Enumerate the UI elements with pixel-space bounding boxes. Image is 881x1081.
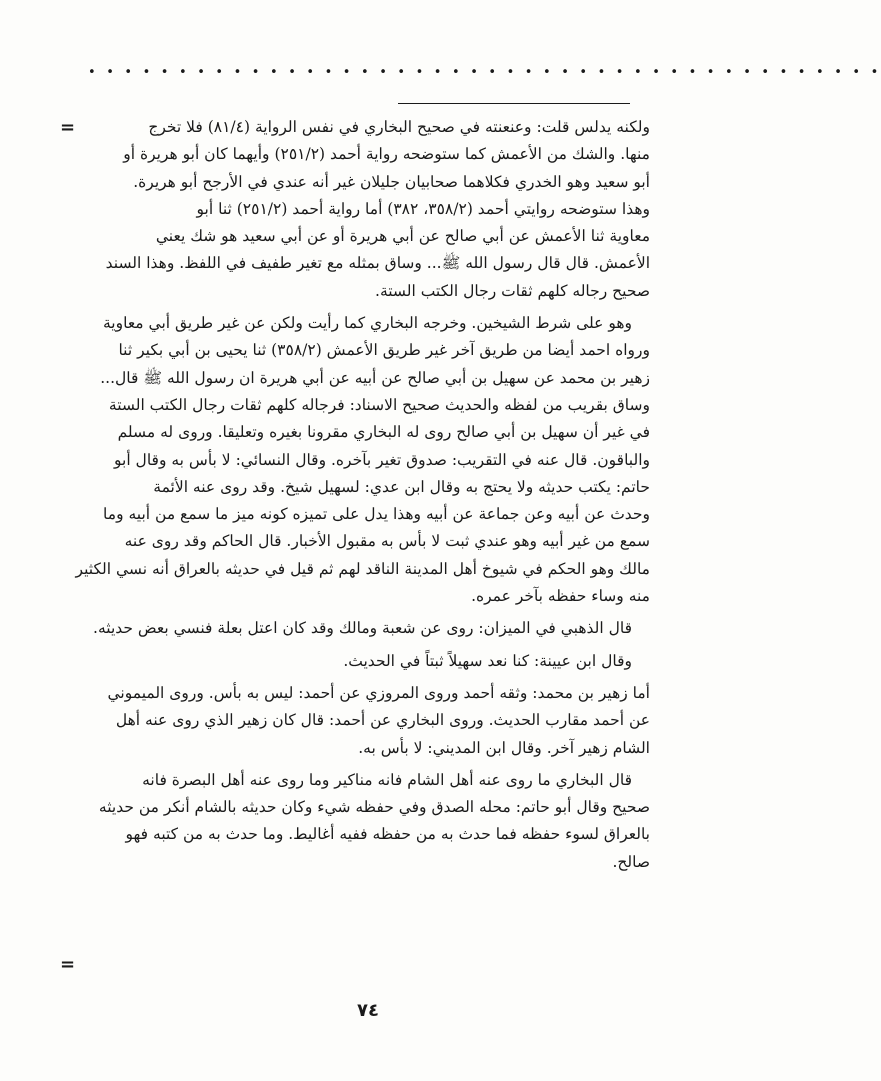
text-line: والباقون. قال عنه في التقريب: صدوق تغير بآخره. وقال النسائي: لا بأس به وقال أبو: [114, 450, 650, 469]
text-line: ولكنه يدلس قلت: وعنعنته في صحيح البخاري في نفس الرواية (٨١/٤) فلا تخرج: [148, 118, 650, 136]
text-line: عن أحمد مقارب الحديث. وروى البخاري عن أحمد: قال كان زهير الذي روى عنه أهل: [115, 711, 650, 730]
text-line: في غير أن سهيل بن أبي صالح روى له البخاري مقرونا بغيره وتعليقا. وروى له مسلم: [117, 423, 650, 442]
text-line: صحيح وقال أبو حاتم: محله الصدق وفي حفظه شيء وكان حديثه بالشام أنكر من حديثه: [98, 798, 650, 817]
text-line: الأعمش. قال قال رسول الله ﷺ... وساق بمثله مع تغير طفيف في اللفظ. وهذا السند: [105, 254, 650, 273]
horizontal-rule: [398, 103, 630, 104]
text-line: حاتم: يكتب حديثه ولا يحتج به وقال ابن عدي: لسهيل شيخ. وقد روى عنه الأئمة: [153, 477, 650, 496]
page-number: ٧٤: [357, 1000, 379, 1021]
text-line: صحيح رجاله كلهم ثقات رجال الكتب الستة.: [375, 281, 650, 300]
text-line: منها. والشك من الأعمش كما ستوضحه رواية أحمد (٢٥١/٢) وأيهما كان أبو هريرة أو: [123, 145, 650, 164]
paragraph-1: [74, 114, 650, 305]
text-line: صالح.: [612, 852, 650, 871]
dot-separator: • • • • • • • • • • • • • • • • • • • • • • • • • • • • • • • • • • • • • • • • • • • •: [88, 65, 881, 80]
margin-mark-bottom: =: [60, 954, 76, 975]
text-line: منه وساء حفظه بآخر عمره.: [471, 587, 650, 606]
margin-mark-top: =: [60, 117, 76, 138]
paragraph-2: [74, 310, 650, 610]
text-line: وهو على شرط الشيخين. وخرجه البخاري كما رأيت ولكن عن غير طريق أبي معاوية: [102, 314, 632, 333]
text-line: سمع من غير أبيه وهو عندي ثبت لا بأس به مقبول الأخبار. قال الحاكم وقد روى عنه: [124, 532, 650, 551]
text-line: أبو سعيد وهو الخدري فكلاهما صحابيان جليلان غير أنه عندي في الأرجح أبو هريرة.: [133, 172, 650, 191]
text-line: وهذا ستوضحه روايتي أحمد (٣٥٨/٢، ٣٨٢) أما رواية أحمد (٢٥١/٢) ثنا أبو: [196, 199, 650, 218]
text-line: مالك وهو الحكم في شيوخ أهل المدينة الناقد لهم ثم قيل في حديثه بالعراق أنه نسي الكثير: [75, 559, 650, 578]
paragraph-6: [74, 767, 650, 876]
page-body: [74, 114, 650, 881]
text-line: الشام زهير آخر. وقال ابن المديني: لا بأس به.: [358, 738, 650, 757]
text-line: معاوية ثنا الأعمش عن أبي صالح عن أبي هريرة أو عن أبي سعيد هو شك يعني: [155, 227, 650, 246]
text-line: أما زهير بن محمد: وثقه أحمد وروى المروزي عن أحمد: ليس به بأس. وروى الميموني: [107, 683, 650, 702]
paragraph-5: [74, 680, 650, 762]
text-line: قال الذهبي في الميزان: روى عن شعبة ومالك وقد كان اعتل بعلة فنسي بعض حديثه.: [93, 619, 632, 638]
text-line: بالعراق لسوء حفظه فما حدث به من حفظه ففيه أغاليط. وما حدث به من كتبه فهو: [125, 825, 650, 844]
text-line: ورواه احمد أيضا من طريق آخر غير طريق الأعمش (٣٥٨/٢) ثنا يحيى بن أبي بكير ثنا: [118, 341, 650, 360]
paragraph-3: [74, 615, 650, 642]
text-line: وساق بقريب من لفظه والحديث صحيح الاسناد: فرجاله كلهم ثقات رجال الكتب الستة: [108, 395, 650, 414]
text-line: قال البخاري ما روى عنه أهل الشام فانه مناكير وما روى عنه أهل البصرة فانه: [142, 770, 632, 789]
text-line: زهير بن محمد عن سهيل بن أبي صالح عن أبيه عن أبي هريرة ان رسول الله ﷺ قال...: [100, 368, 650, 387]
text-line: وحدث عن أبيه وعن جماعة عن أبيه وهذا يدل على تميزه كونه ميز ما سمع من أبيه وما: [103, 505, 650, 524]
paragraph-4: [74, 648, 650, 675]
text-line: وقال ابن عيينة: كنا نعد سهيلاً ثبتاً في الحديث.: [343, 651, 632, 670]
